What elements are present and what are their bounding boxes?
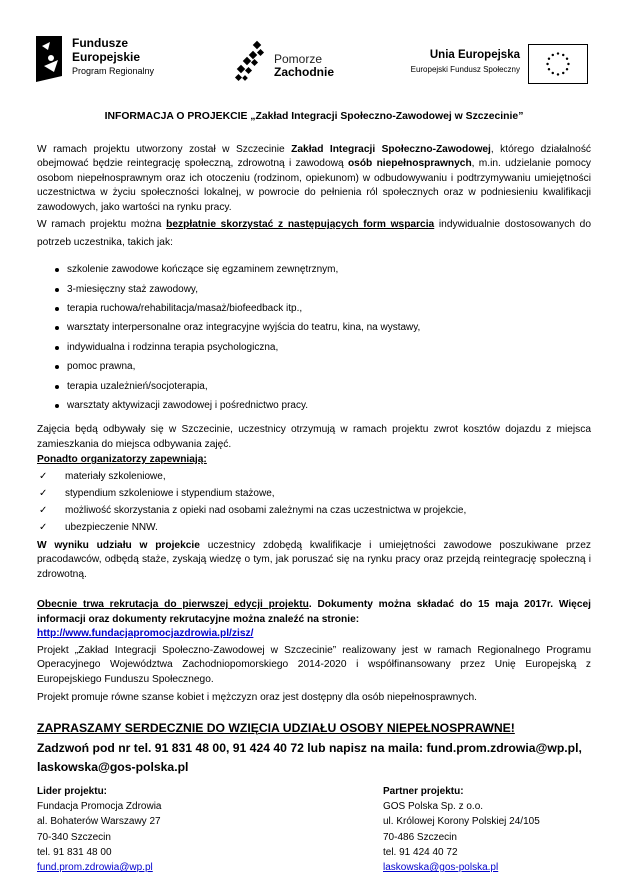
list-item: szkolenie zawodowe kończące się egzaminem zewnętrznym, [53, 263, 591, 277]
fundusze-europejskie-logo [36, 34, 176, 84]
leader-name: Fundacja Promocja Zdrowia [37, 801, 162, 813]
partner-email-link[interactable]: laskowska@gos-polska.pl [383, 861, 499, 873]
leader-phone: tel. 91 831 48 00 [37, 846, 112, 858]
result-paragraph: W wyniku udziału w projekcie uczestnicy zdobędą kwalifikacje i umiejętności zawodowe poszukiwane przez pracodawców, odbędą staże, zyskają wiedzę o tym, jak poruszać się na rynku pracy oraz przejdą reintegrację społeczną i zdrowotną. [37, 539, 591, 580]
list-item: ✓ materiały szkoleniowe, [39, 470, 591, 484]
list-item: ✓ ubezpieczenie NNW. [39, 521, 591, 535]
leader-heading: Lider projektu: [37, 786, 108, 797]
fe-line1: Fundusze [72, 36, 128, 50]
pz-line2: Zachodnie [274, 65, 335, 79]
eu-flag-icon [528, 44, 588, 84]
leader-email-link[interactable]: fund.prom.zdrowia@wp.pl [37, 861, 153, 873]
partner-name: GOS Polska Sp. z o.o. [383, 801, 484, 813]
list-item: ✓ stypendium szkoleniowe i stypendium stażowe, [39, 487, 591, 501]
check-icon: ✓ [39, 470, 48, 482]
check-icon: ✓ [39, 504, 48, 516]
pomorze-zachodnie-emblem-icon [234, 40, 268, 84]
fundusze-europejskie-emblem-icon [36, 36, 66, 82]
project-leader [37, 784, 287, 875]
document-title: INFORMACJA O PROJEKCIE „Zakład Integracji Społeczno-Zawodowej w Szczecinie” [104, 111, 524, 122]
intro-paragraph: W ramach projektu utworzony został w Szczecinie Zakład Integracji Społeczno-Zawodowej, którego działalność obejmować będzie reintegrację społeczną, zdrowotną i zawodową osób niepełnosprawnych, m.in. udzielanie pomocy osobom niepełnosprawnym oraz ich otoczeniu (rodzinom, opiekunom) w odbudowywaniu i podtrzymywaniu umiejętności uczestnictwa w życiu społeczności lokalnej, w powrocie do pełnienia ról społecznych oraz w podniesieniu kwalifikacji zawodowych, jako wartości na rynku pracy. [37, 143, 592, 213]
list-item: warsztaty interpersonalne oraz integracyjne wyjścia do teatru, kina, na wystawy, [53, 321, 591, 335]
list-item: terapia uzależnień/socjoterapia, [53, 380, 591, 394]
list-item: terapia ruchowa/rehabilitacja/masaż/biofeedback itp., [53, 302, 591, 316]
ue-line2: Europejski Fundusz Społeczny [410, 65, 520, 74]
contact-line-1: Zadzwoń pod nr tel. 91 831 48 00, 91 424 40 72 lub napisz na maila: fund.prom.zdrowia@wp.pl, [37, 740, 582, 755]
check-icon: ✓ [39, 487, 48, 499]
ue-line1: Unia Europejska [429, 49, 520, 61]
support-list [53, 263, 591, 413]
organizers-list [39, 470, 591, 535]
partner-city: 70-486 Szczecin [383, 831, 457, 843]
support-forms-paragraph: W ramach projektu można bezpłatnie skorzystać z następujących form wsparcia indywidualnie dostosowanych do potrzeb uczestnika, takich jak: [37, 219, 592, 248]
pz-line1: Pomorze [274, 52, 323, 66]
contact-call [37, 739, 591, 777]
list-item: pomoc prawna, [53, 360, 591, 374]
leader-street: al. Bohaterów Warszawy 27 [37, 816, 161, 828]
equal-opportunity-paragraph: Projekt promuje równe szanse kobiet i mężczyzn oraz jest dostępny dla osób niepełnosprawnych. [37, 692, 477, 704]
leader-city: 70-340 Szczecin [37, 831, 111, 843]
partner-phone: tel. 91 424 40 72 [383, 846, 458, 858]
invitation-heading: ZAPRASZAMY SERDECZNIE DO WZIĘCIA UDZIAŁU OSOBY NIEPEŁNOSPRAWNE! [37, 720, 515, 735]
pomorze-zachodnie-logo [234, 40, 364, 86]
fe-line2: Europejskie [72, 50, 141, 64]
logo-header [0, 0, 626, 100]
recruitment-paragraph: Obecnie trwa rekrutacja do pierwszej edycji projektu. Dokumenty można składać do 15 maja 2017r. Więcej informacji oraz dokumenty rekrutacyjne można znaleźć na stronie: http://www.fundacjapromocjazdrowia.pl/zisz/ [37, 599, 592, 640]
list-item: 3-miesięczny staż zawodowy, [53, 283, 591, 297]
list-item: indywidualna i rodzinna terapia psychologiczna, [53, 341, 591, 355]
partner-street: ul. Królowej Korony Polskiej 24/105 [383, 816, 540, 828]
classes-paragraph: Zajęcia będą odbywały się w Szczecinie, uczestnicy otrzymują w ramach projektu zwrot kosztów dojazdu z miejsca zamieszkania do miejsca odbywania zajęć. [37, 424, 591, 450]
partners-section [37, 784, 591, 880]
project-partner [383, 784, 626, 875]
contact-line-2: laskowska@gos-polska.pl [37, 759, 189, 774]
partner-heading: Partner projektu: [383, 786, 464, 797]
project-info-paragraph: Projekt „Zakład Integracji Społeczno-Zawodowej w Szczecinie” realizowany jest w ramach Regionalnego Programu Operacyjnego Województwa Zachodniopomorskiego 2014-2020 i współfinansowany przez Unię Europejską z Europejskiego Funduszu Społecznego. [37, 644, 591, 685]
organizers-heading: Ponadto organizatorzy zapewniają: [37, 454, 207, 466]
document-body [37, 110, 591, 777]
list-item: ✓ możliwość skorzystania z opieki nad osobami zależnymi na czas uczestnictwa w projekcie, [39, 504, 591, 518]
list-item: warsztaty aktywizacji zawodowej i pośrednictwo pracy. [53, 399, 591, 413]
recruitment-link[interactable]: http://www.fundacjapromocjazdrowia.pl/zisz/ [37, 628, 254, 640]
unia-europejska-logo [400, 44, 590, 84]
check-icon: ✓ [39, 521, 48, 533]
fe-line3: Program Regionalny [72, 66, 155, 76]
